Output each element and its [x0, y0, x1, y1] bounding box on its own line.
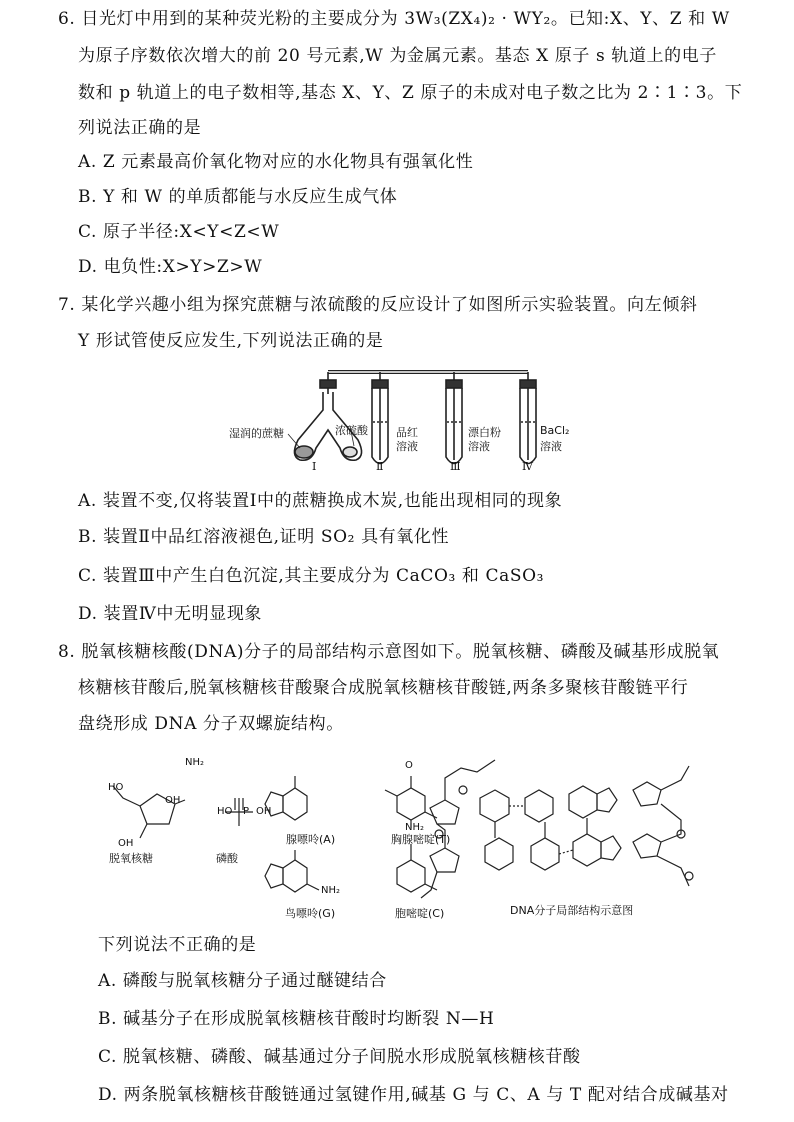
q8-line-1: 8. 脱氧核糖核酸(DNA)分子的局部结构示意图如下。脱氧核糖、磷酸及碱基形成脱氧 [58, 642, 720, 662]
q7-option-d: D. 装置Ⅳ中无明显现象 [78, 604, 263, 624]
q8-option-c: C. 脱氧核糖、磷酸、碱基通过分子间脱水形成脱氧核糖核苷酸 [98, 1047, 581, 1067]
label-sugar: 湿润的蔗糖 [229, 427, 284, 440]
q6-line-2: 为原子序数依次增大的前 20 号元素,W 为金属元素。基态 X 原子 s 轨道上的电子 [78, 46, 717, 66]
q8-option-d: D. 两条脱氧核糖核苷酸链通过氢键作用,碱基 G 与 C、A 与 T 配对结合成碱基对 [98, 1085, 729, 1105]
adenine-ring [283, 788, 307, 820]
label-guanine: 鸟嘌呤(G) [285, 907, 336, 920]
q6-option-d: D. 电负性:X>Y>Z>W [78, 257, 263, 277]
q8-option-a: A. 磷酸与脱氧核糖分子通过醚键结合 [98, 971, 387, 991]
guanine-nh2: NH₂ [321, 885, 341, 896]
label-phosphate: 磷酸 [216, 852, 238, 865]
deoxyribose-oh-2: OH [118, 838, 134, 849]
deoxyribose-oh-1: OH [165, 795, 181, 806]
q6-line-3: 数和 p 轨道上的电子数相等,基态 X、Y、Z 原子的未成对电子数之比为 2∶1∶3。下 [78, 83, 743, 103]
label-cytosine: 胞嘧啶(C) [395, 907, 445, 920]
q7-option-c: C. 装置Ⅲ中产生白色沉淀,其主要成分为 CaCO₃ 和 CaSO₃ [78, 566, 545, 586]
thymine-ring [397, 788, 425, 820]
label-tube2-a: 品红 [396, 426, 418, 439]
q6-option-c: C. 原子半径:X<Y<Z<W [78, 222, 280, 242]
cytosine-nh2: NH₂ [405, 822, 425, 833]
label-tube2-b: 溶液 [396, 440, 418, 453]
label-acid: 浓硫酸 [335, 424, 368, 437]
guanine-ring [283, 860, 307, 892]
q8-line-2: 核糖核苷酸后,脱氧核糖核苷酸聚合成脱氧核糖核苷酸链,两条多聚核苷酸链平行 [78, 678, 689, 698]
phosphate-oh: OH [256, 806, 272, 817]
q7-line-2: Y 形试管使反应发生,下列说法正确的是 [78, 331, 384, 351]
q7-option-b: B. 装置Ⅱ中品红溶液褪色,证明 SO₂ 具有氧化性 [78, 527, 450, 547]
q6-line-1: 6. 日光灯中用到的某种荧光粉的主要成分为 3W₃(ZX₄)₂ · WY₂。已知:X、Y、Z 和 W [58, 9, 730, 29]
numeral-1: Ⅰ [312, 460, 317, 473]
adenine-nh2: NH₂ [185, 757, 205, 768]
phosphate-p: P [243, 806, 250, 817]
q8-prompt: 下列说法不正确的是 [98, 935, 257, 955]
q8-line-3: 盘绕形成 DNA 分子双螺旋结构。 [78, 714, 344, 734]
q8-option-b: B. 碱基分子在形成脱氧核糖核苷酸时均断裂 N—H [98, 1009, 495, 1029]
deoxyribose-ho: HO [108, 782, 124, 793]
label-tube3-b: 溶液 [468, 440, 490, 453]
q6-option-a: A. Z 元素最高价氧化物对应的水化物具有强氧化性 [78, 152, 474, 172]
q6-option-b: B. Y 和 W 的单质都能与水反应生成气体 [78, 187, 398, 207]
dna-fragment [421, 760, 693, 898]
label-adenine: 腺嘌呤(A) [286, 833, 336, 846]
thymine-o: O [405, 760, 413, 771]
label-deoxyribose: 脱氧核糖 [109, 852, 153, 865]
label-thymine: 胸腺嘧啶(T) [391, 833, 451, 846]
numeral-4: Ⅳ [522, 460, 533, 473]
cytosine-ring [397, 860, 425, 892]
label-tube4-a: BaCl₂ [540, 424, 570, 437]
label-dna: DNA分子局部结构示意图 [510, 904, 634, 917]
numeral-3: Ⅲ [450, 460, 461, 473]
phosphate-ho-1: HO [217, 806, 233, 817]
q7-option-a: A. 装置不变,仅将装置Ⅰ中的蔗糖换成木炭,也能出现相同的现象 [78, 491, 563, 511]
label-tube3-a: 漂白粉 [468, 426, 501, 439]
numeral-2: Ⅱ [376, 460, 384, 473]
q6-line-4: 列说法正确的是 [78, 118, 202, 138]
q7-line-1: 7. 某化学兴趣小组为探究蔗糖与浓硫酸的反应设计了如图所示实验装置。向左倾斜 [58, 295, 698, 315]
sugar-blob [295, 446, 313, 458]
label-tube4-b: 溶液 [540, 440, 562, 453]
